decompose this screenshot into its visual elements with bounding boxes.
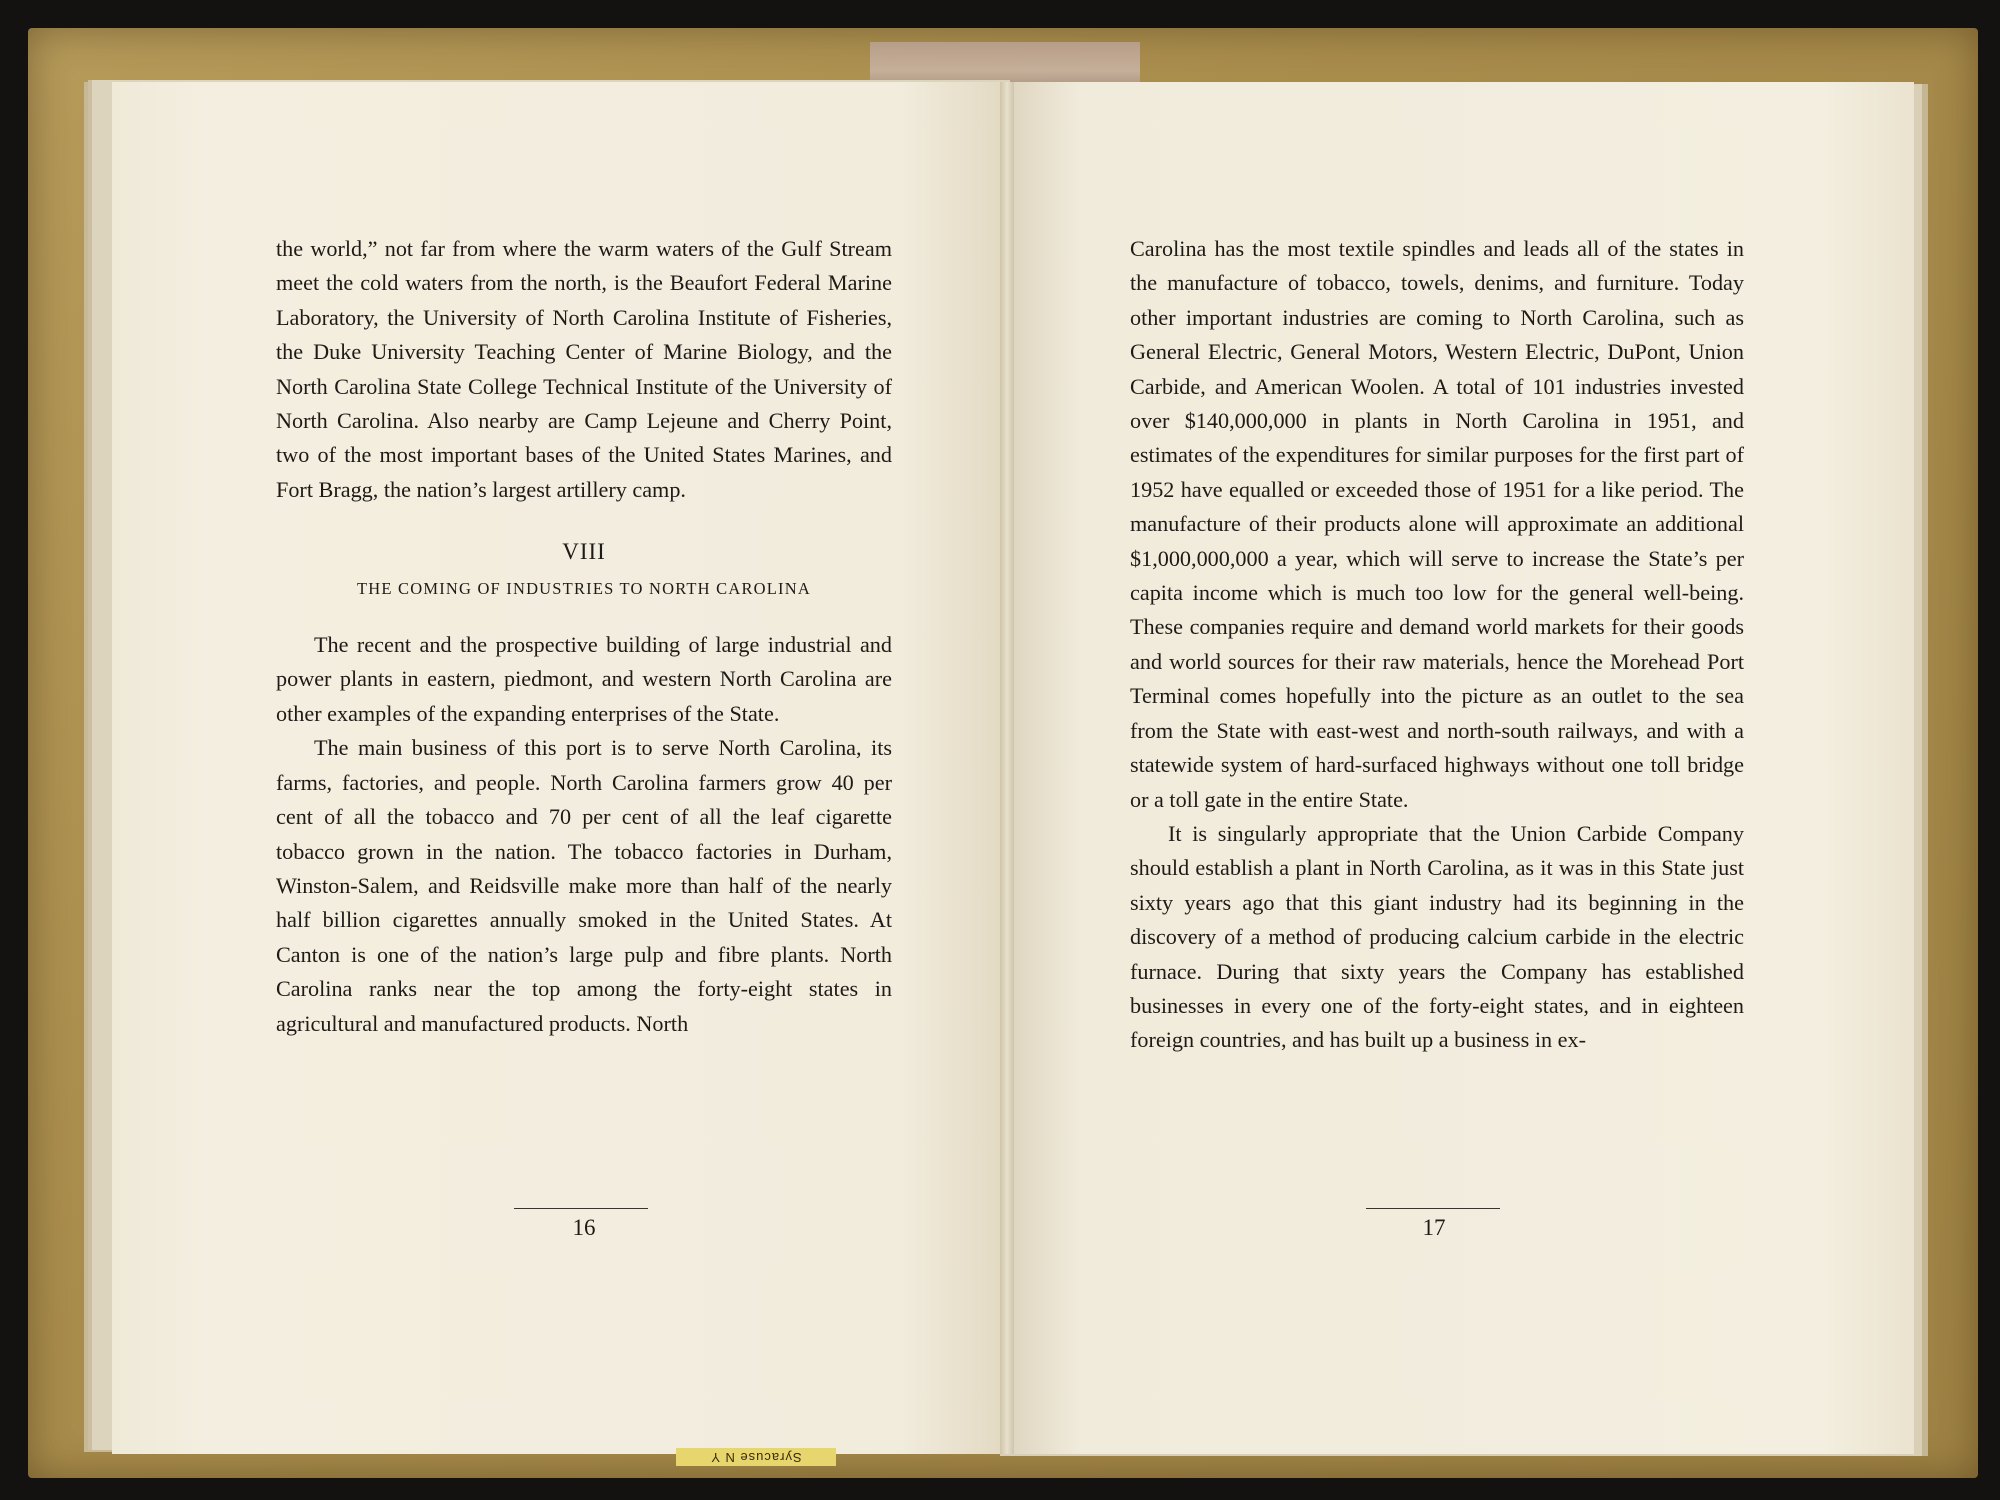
right-page-text bbox=[1130, 232, 1744, 1058]
section-number: VIII bbox=[562, 539, 606, 565]
left-paragraph: The main business of this port is to serve North Carolina, its farms, factories, and people. North Carolina farmers grow 40 per cent of all the tobacco and 70 per cent of all the leaf cigarette tobacco grown in the nation. The tobacco factories in Durham, Winston-Salem, and Reidsville make more than half of the nearly half billion cigarettes annually smoked in the United States. At Canton is one of the nation’s large pulp and fibre plants. North Carolina ranks near the top among the forty-eight states in agricultural and manufactured products. North bbox=[276, 735, 892, 1036]
binding-stamp: Syracuse N Y bbox=[676, 1448, 836, 1466]
left-page-number: 16 bbox=[572, 1215, 596, 1240]
section-title: THE COMING OF INDUSTRIES TO NORTH CAROLINA bbox=[357, 578, 811, 598]
book-gutter bbox=[1000, 82, 1014, 1454]
left-page-text bbox=[276, 232, 892, 1041]
right-page-number: 17 bbox=[1422, 1215, 1446, 1240]
right-paragraph: It is singularly appropriate that the Union Carbide Company should establish a plant in North Carolina, as it was in this State just sixty years ago that this giant industry had its beginning in the discovery of a method of producing calcium carbide in the electric furnace. During that sixty years the Company has established businesses in every one of the forty-eight states, and in eighteen foreign countries, and has built up a business in ex- bbox=[1130, 820, 1744, 1053]
right-footer-rule bbox=[1366, 1208, 1500, 1209]
left-paragraph: The recent and the prospective building of large industrial and power plants in eastern, piedmont, and western North Carolina are other examples of the expanding enterprises of the State. bbox=[276, 632, 892, 726]
left-paragraph-continued: the world,” not far from where the warm waters of the Gulf Stream meet the cold waters from the north, is the Beaufort Federal Marine Laboratory, the University of North Carolina Institute of Fisheries, the Duke University Teaching Center of Marine Biology, and the North Carolina State College Technical Institute of the University of North Carolina. Also nearby are Camp Lejeune and Cherry Point, two of the most important bases of the United States Marines, and Fort Bragg, the nation’s largest artillery camp. bbox=[276, 236, 892, 502]
left-footer-rule bbox=[514, 1208, 648, 1209]
right-paragraph: Carolina has the most textile spindles and leads all of the states in the manufacture of tobacco, towels, denims, and furniture. Today other important industries are coming to North Carolina, such as General Electric, General Motors, Western Electric, DuPont, Union Carbide, and American Woolen. A total of 101 industries invested over $140,000,000 in plants in North Carolina in 1951, and estimates of the expenditures for similar purposes for the first part of 1952 have equalled or exceeded those of 1951 for a like period. The manufacture of their products alone will approximate an additional $1,000,000,000 a year, which will serve to increase the State’s per capita income which is much too low for the general well-being. These companies require and demand world markets for their goods and world sources for their raw materials, hence the Morehead Port Terminal comes hopefully into the picture as an outlet to the sea from the State with east-west and north-south railways, and with a statewide system of hard-surfaced highways without one toll bridge or a toll gate in the entire State. bbox=[1130, 236, 1744, 812]
